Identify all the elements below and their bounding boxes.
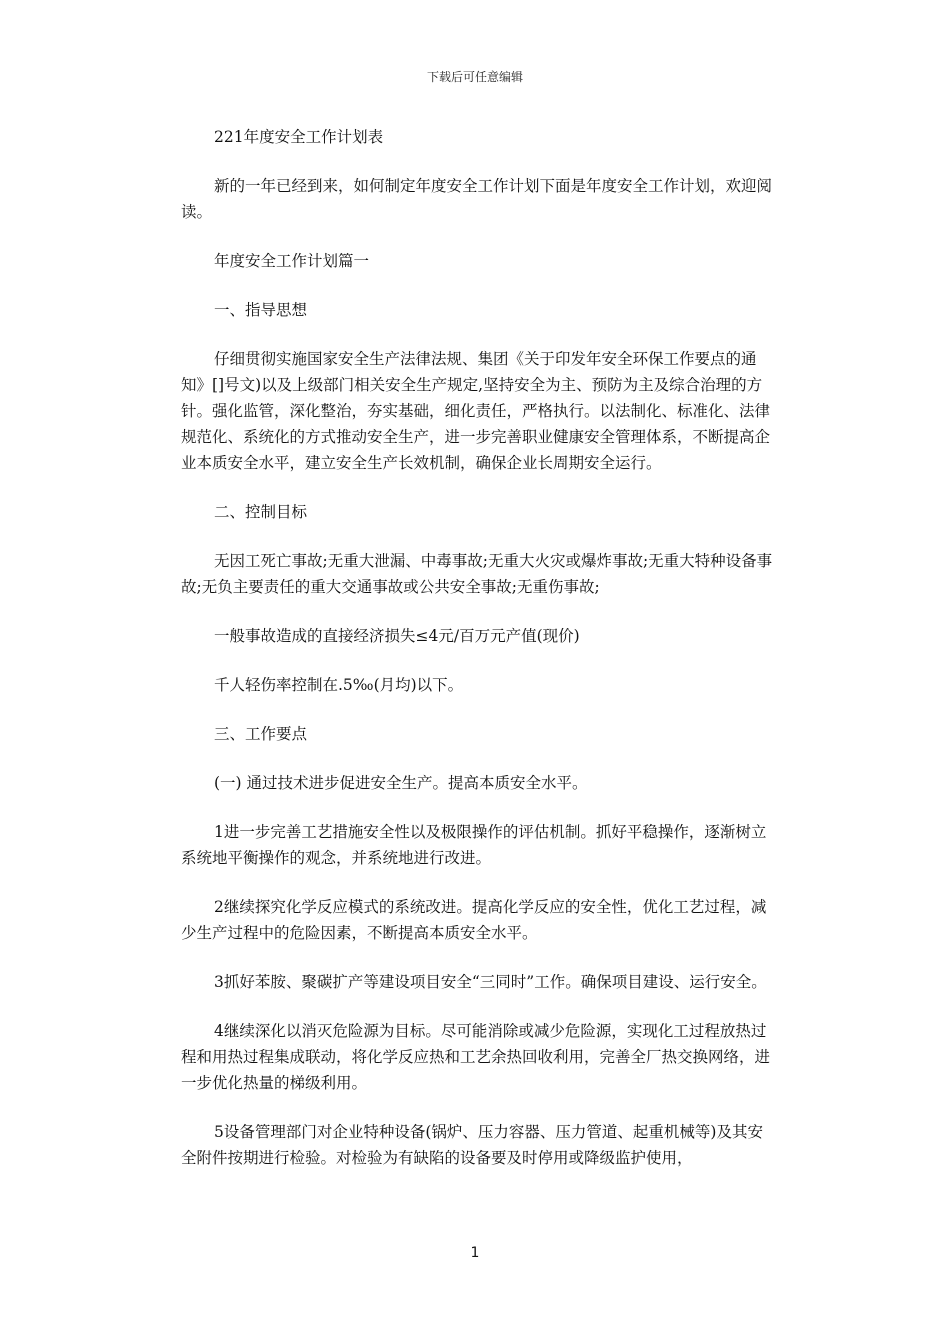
list-item-3: 3抓好苯胺、聚碳扩产等建设项目安全“三同时”工作。确保项目建设、运行安全。: [214, 973, 767, 991]
heading-work-points: 三、工作要点: [214, 725, 308, 743]
doc-title: 221年度安全工作计划表: [214, 128, 384, 146]
paragraph-injury-rate: 千人轻伤率控制在.5‰(月均)以下。: [214, 676, 464, 694]
list-item-1: 1进一步完善工艺措施安全性以及极限操作的评估机制。抓好平稳操作，逐渐树立系统地平衡操作的观念，并系统地进行改进。: [181, 823, 767, 867]
subheading-tech-progress: (一) 通过技术进步促进安全生产。提高本质安全水平。: [214, 774, 588, 792]
document-body: [181, 124, 777, 1194]
page-number: 1: [470, 1245, 480, 1261]
list-item-4: 4继续深化以消灭危险源为目标。尽可能消除或减少危险源，实现化工过程放热过程和用热过程集成联动，将化学反应热和工艺余热回收利用，完善全厂热交换网络，进一步优化热量的梯级利用。: [181, 1022, 771, 1092]
heading-guiding-ideology: 一、指导思想: [214, 301, 308, 319]
paragraph-targets: 无因工死亡事故;无重大泄漏、中毒事故;无重大火灾或爆炸事故;无重大特种设备事故;无负主要责任的重大交通事故或公共安全事故;无重伤事故;: [181, 552, 773, 596]
paragraph-economic-loss: 一般事故造成的直接经济损失≤4元/百万元产值(现价): [214, 627, 580, 645]
paragraph-guiding-ideology: 仔细贯彻实施国家安全生产法律法规、集团《关于印发年安全环保工作要点的通知》[]号文)以及上级部门相关安全生产规定,坚持安全为主、预防为主及综合治理的方针。强化监管，深化整治，夯实基础，细化责任，严格执行。以法制化、标准化、法律规范化、系统化的方式推动安全生产，进一步完善职业健康安全管理体系，不断提高企业本质安全水平，建立安全生产长效机制，确保企业长周期安全运行。: [181, 350, 771, 472]
list-item-2: 2继续探究化学反应模式的系统改进。提高化学反应的安全性，优化工艺过程，减少生产过程中的危险因素，不断提高本质安全水平。: [181, 898, 767, 942]
page-header: 下载后可任意编辑: [426, 70, 523, 84]
section-heading-part-one: 年度安全工作计划篇一: [214, 252, 370, 270]
heading-control-targets: 二、控制目标: [214, 503, 308, 521]
intro-paragraph: 新的一年已经到来，如何制定年度安全工作计划下面是年度安全工作计划，欢迎阅读。: [181, 177, 773, 221]
list-item-5: 5设备管理部门对企业特种设备(锅炉、压力容器、压力管道、起重机械等)及其安全附件按期进行检验。对检验为有缺陷的设备要及时停用或降级监护使用，: [181, 1123, 763, 1167]
